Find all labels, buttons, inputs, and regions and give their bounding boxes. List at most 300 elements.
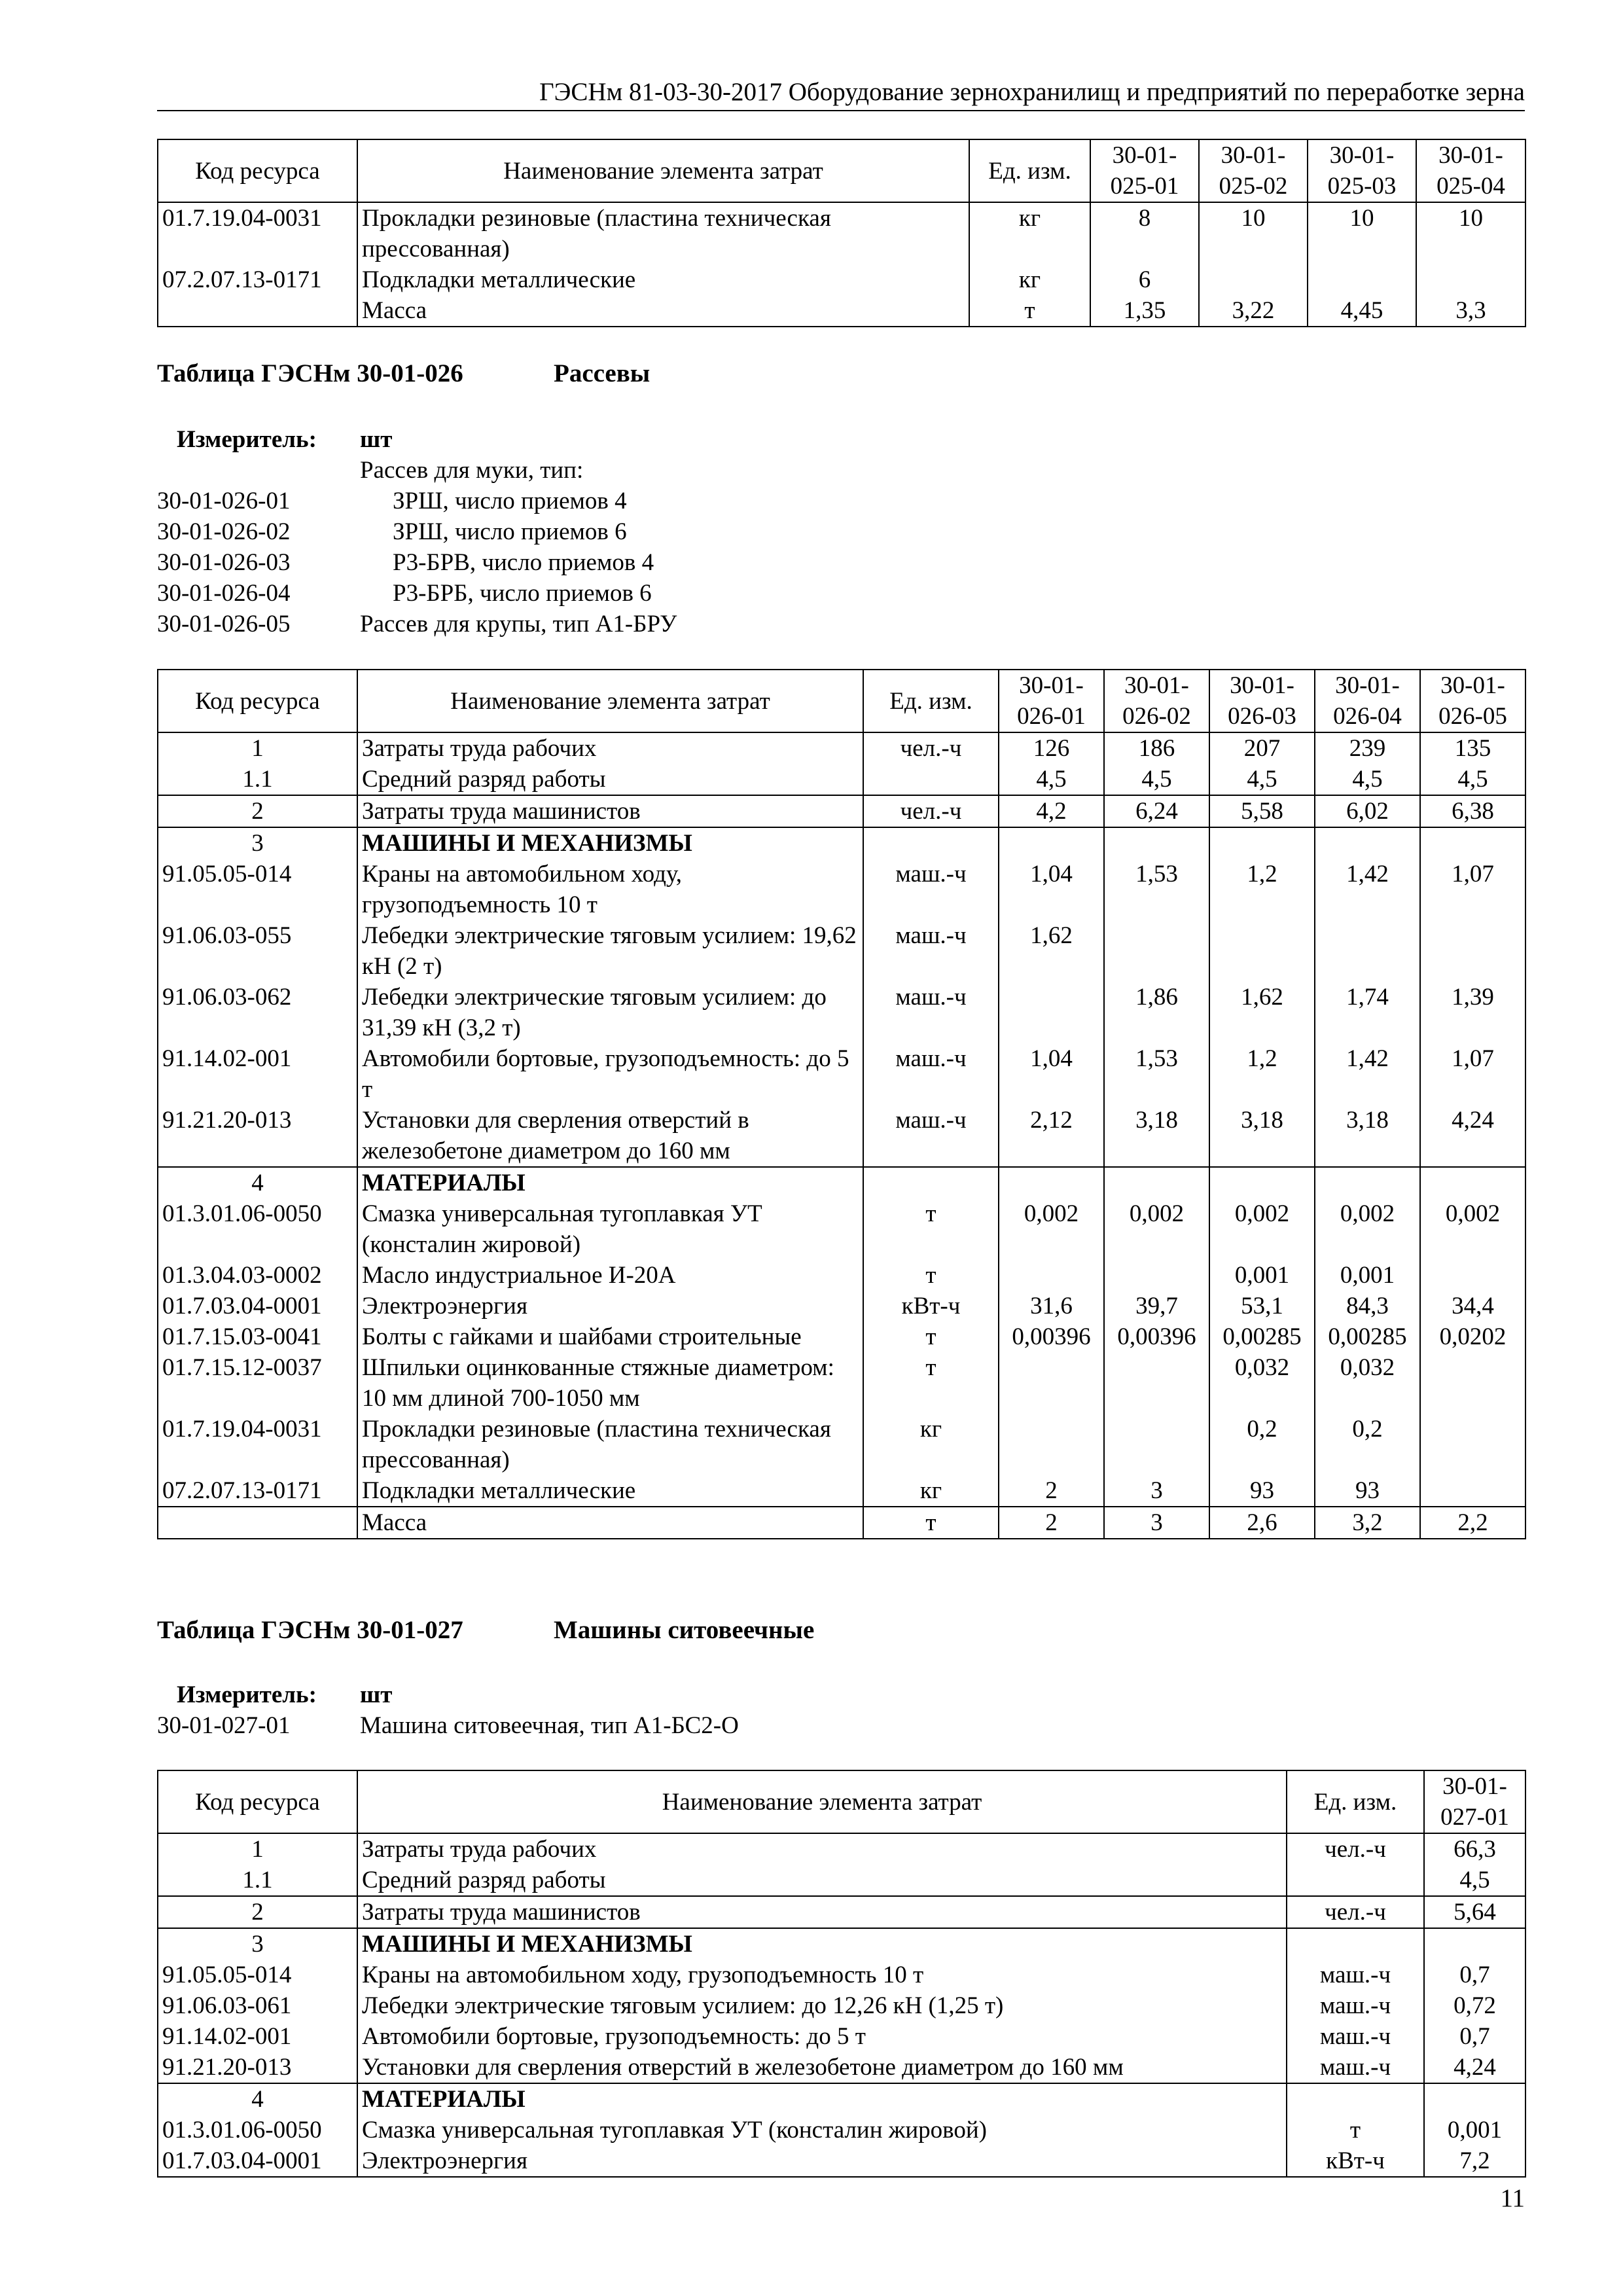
table-row	[158, 764, 1525, 795]
item-code	[157, 455, 360, 486]
value-cell	[1420, 1352, 1525, 1414]
value-cell	[1104, 1414, 1209, 1475]
value-cell	[1424, 1928, 1525, 1960]
cost-element-cell: Лебедки электрические тяговым усилием: до 12,26 кН (1,25 т)	[357, 1990, 1287, 2021]
column-header: 30-01-025-01	[1090, 139, 1199, 202]
column-header: 30-01-026-04	[1315, 670, 1420, 732]
value-cell: 31,6	[999, 1291, 1104, 1321]
value-cell: 4,5	[1420, 764, 1525, 795]
value-cell: 0,0202	[1420, 1321, 1525, 1352]
cost-element-cell: Подкладки металлические	[357, 264, 969, 295]
cost-element-cell: Прокладки резиновые (пластина техническая прессованная)	[357, 1414, 863, 1475]
value-cell: 4,45	[1308, 295, 1416, 327]
value-cell	[1420, 1475, 1525, 1507]
value-cell	[1104, 920, 1209, 982]
resource-code-cell: 01.3.04.03-0002	[158, 1260, 357, 1291]
table-label: Таблица ГЭСНм 30-01-027	[157, 1616, 463, 1644]
cost-element-cell: МАШИНЫ И МЕХАНИЗМЫ	[357, 827, 863, 859]
value-cell: 239	[1315, 732, 1420, 764]
value-cell: 3,3	[1416, 295, 1525, 327]
value-cell: 3,18	[1209, 1105, 1315, 1167]
table-row	[158, 1167, 1525, 1198]
table-label: Таблица ГЭСНм 30-01-026	[157, 359, 463, 387]
item-code: 30-01-026-05	[157, 611, 291, 637]
running-header: ГЭСНм 81-03-30-2017 Оборудование зернохранилищ и предприятий по переработке зерна	[157, 77, 1525, 111]
value-cell: 1,74	[1315, 982, 1420, 1043]
value-cell	[1420, 920, 1525, 982]
value-cell: 1,42	[1315, 1043, 1420, 1105]
item-description: Р3-БРБ, число приемов 6	[393, 580, 652, 607]
item-description: ЗРШ, число приемов 4	[393, 488, 627, 514]
cost-element-cell: Электроэнергия	[357, 1291, 863, 1321]
item-description: Рассев для муки, тип:	[360, 457, 584, 484]
value-cell	[1104, 1352, 1209, 1414]
value-cell: 0,72	[1424, 1990, 1525, 2021]
resource-code-cell: 01.7.03.04-0001	[158, 2145, 357, 2177]
value-cell: 2	[999, 1507, 1104, 1539]
value-cell: 5,64	[1424, 1896, 1525, 1928]
table-header-row	[158, 670, 1525, 732]
resource-code-cell: 4	[158, 1167, 357, 1198]
unit-cell: чел.-ч	[1287, 1896, 1424, 1928]
table-30-01-026	[157, 669, 1526, 1539]
value-cell: 186	[1104, 732, 1209, 764]
value-cell: 84,3	[1315, 1291, 1420, 1321]
unit-cell: кг	[863, 1414, 999, 1475]
value-cell: 0,032	[1209, 1352, 1315, 1414]
item-row	[157, 547, 1525, 578]
table-row	[158, 1896, 1525, 1928]
value-cell: 0,002	[1209, 1198, 1315, 1260]
meter-label: Измеритель:	[177, 1681, 317, 1708]
value-cell	[1199, 264, 1308, 295]
value-cell: 1,2	[1209, 1043, 1315, 1105]
value-cell: 1,07	[1420, 859, 1525, 920]
value-cell: 4,24	[1420, 1105, 1525, 1167]
value-cell: 0,00396	[1104, 1321, 1209, 1352]
cost-element-cell: МАТЕРИАЛЫ	[357, 2083, 1287, 2115]
page-number: 11	[1500, 2184, 1525, 2212]
table-row	[158, 1475, 1525, 1507]
value-cell: 0,032	[1315, 1352, 1420, 1414]
table-header-row	[158, 139, 1525, 202]
value-cell: 2	[999, 1475, 1104, 1507]
value-cell: 66,3	[1424, 1833, 1525, 1865]
table-row	[158, 1507, 1525, 1539]
resource-code-cell: 2	[158, 1896, 357, 1928]
value-cell: 10	[1199, 202, 1308, 264]
cost-element-cell: Установки для сверления отверстий в железобетоне диаметром до 160 мм	[357, 2052, 1287, 2083]
table-caption-027	[157, 1615, 815, 1645]
value-cell: 5,58	[1209, 795, 1315, 827]
value-cell: 1,04	[999, 859, 1104, 920]
item-description: Машина ситовеечная, тип А1-БС2-О	[360, 1712, 739, 1739]
unit-cell: маш.-ч	[1287, 2052, 1424, 2083]
table-title: Машины ситовеечные	[554, 1616, 815, 1644]
cost-element-cell: Средний разряд работы	[357, 1865, 1287, 1896]
table-row	[158, 1865, 1525, 1896]
column-header: 30-01-025-04	[1416, 139, 1525, 202]
value-cell: 0,7	[1424, 1960, 1525, 1990]
value-cell: 6,24	[1104, 795, 1209, 827]
value-cell: 8	[1090, 202, 1199, 264]
value-cell: 1,39	[1420, 982, 1525, 1043]
value-cell	[1104, 1167, 1209, 1198]
cost-element-cell: Автомобили бортовые, грузоподъемность: до 5 т	[357, 2021, 1287, 2052]
table-row	[158, 2083, 1525, 2115]
value-cell	[999, 827, 1104, 859]
table-row	[158, 827, 1525, 859]
unit-cell: чел.-ч	[1287, 1833, 1424, 1865]
cost-element-cell: Краны на автомобильном ходу, грузоподъемность 10 т	[357, 859, 863, 920]
meter-value: шт	[360, 426, 393, 453]
column-header: 30-01-025-03	[1308, 139, 1416, 202]
cost-element-cell: Болты с гайками и шайбами строительные	[357, 1321, 863, 1352]
value-cell: 0,00396	[999, 1321, 1104, 1352]
value-cell: 1,04	[999, 1043, 1104, 1105]
value-cell	[999, 1167, 1104, 1198]
cost-element-cell: Затраты труда рабочих	[357, 1833, 1287, 1865]
table-row	[158, 2052, 1525, 2083]
resource-code-cell: 91.14.02-001	[158, 2021, 357, 2052]
item-description: Рассев для крупы, тип А1-БРУ	[360, 611, 677, 637]
table-row	[158, 1928, 1525, 1960]
unit-cell: маш.-ч	[863, 920, 999, 982]
value-cell: 39,7	[1104, 1291, 1209, 1321]
value-cell: 4,24	[1424, 2052, 1525, 2083]
value-cell	[999, 1414, 1104, 1475]
resource-code-cell: 01.7.19.04-0031	[158, 1414, 357, 1475]
table-row	[158, 859, 1525, 920]
cost-element-cell: Лебедки электрические тяговым усилием: до 31,39 кН (3,2 т)	[357, 982, 863, 1043]
table-30-01-027	[157, 1770, 1526, 2178]
item-code: 30-01-026-01	[157, 488, 291, 514]
column-header: Наименование элемента затрат	[357, 139, 969, 202]
value-cell: 3,2	[1315, 1507, 1420, 1539]
unit-cell: кг	[863, 1475, 999, 1507]
column-header: Наименование элемента затрат	[357, 670, 863, 732]
column-header: Ед. изм.	[969, 139, 1090, 202]
unit-cell: кг	[969, 264, 1090, 295]
value-cell: 4,5	[1315, 764, 1420, 795]
item-row	[157, 516, 1525, 547]
table-header-row	[158, 1770, 1525, 1833]
value-cell: 3,22	[1199, 295, 1308, 327]
item-row	[157, 578, 1525, 609]
resource-code-cell: 1.1	[158, 1865, 357, 1896]
value-cell: 0,2	[1315, 1414, 1420, 1475]
cost-element-cell: Средний разряд работы	[357, 764, 863, 795]
resource-code-cell: 91.05.05-014	[158, 1960, 357, 1990]
resource-code-cell: 4	[158, 2083, 357, 2115]
value-cell: 0,00285	[1209, 1321, 1315, 1352]
value-cell	[1308, 264, 1416, 295]
table-row	[158, 2115, 1525, 2145]
resource-code-cell: 01.7.03.04-0001	[158, 1291, 357, 1321]
unit-cell: т	[863, 1321, 999, 1352]
value-cell: 4,5	[1209, 764, 1315, 795]
unit-cell: т	[863, 1352, 999, 1414]
value-cell: 2,12	[999, 1105, 1104, 1167]
unit-cell	[863, 1167, 999, 1198]
value-cell	[1315, 1167, 1420, 1198]
table-row	[158, 920, 1525, 982]
value-cell	[1315, 827, 1420, 859]
value-cell: 3	[1104, 1507, 1209, 1539]
table-row	[158, 202, 1525, 264]
table-row	[158, 295, 1525, 327]
table-row	[158, 1990, 1525, 2021]
value-cell: 126	[999, 732, 1104, 764]
unit-cell: чел.-ч	[863, 732, 999, 764]
table-row	[158, 1043, 1525, 1105]
cost-element-cell: МАТЕРИАЛЫ	[357, 1167, 863, 1198]
unit-cell: т	[1287, 2115, 1424, 2145]
table-row	[158, 1960, 1525, 1990]
meter-block-026	[157, 424, 1525, 639]
unit-cell	[1287, 1928, 1424, 1960]
column-header: Код ресурса	[158, 670, 357, 732]
table-row	[158, 2145, 1525, 2177]
value-cell: 93	[1315, 1475, 1420, 1507]
column-header: 30-01-026-05	[1420, 670, 1525, 732]
column-header: 30-01-026-01	[999, 670, 1104, 732]
cost-element-cell: Прокладки резиновые (пластина техническая прессованная)	[357, 202, 969, 264]
value-cell	[1420, 827, 1525, 859]
cost-element-cell: Подкладки металлические	[357, 1475, 863, 1507]
table-row	[158, 1833, 1525, 1865]
value-cell: 0,001	[1315, 1260, 1420, 1291]
table-caption-026	[157, 359, 651, 388]
resource-code-cell: 1.1	[158, 764, 357, 795]
value-cell: 10	[1308, 202, 1416, 264]
value-cell: 0,002	[1315, 1198, 1420, 1260]
value-cell: 4,5	[1424, 1865, 1525, 1896]
value-cell: 4,5	[999, 764, 1104, 795]
value-cell	[1315, 920, 1420, 982]
unit-cell	[1287, 1865, 1424, 1896]
unit-cell: маш.-ч	[1287, 1960, 1424, 1990]
table-row	[158, 1260, 1525, 1291]
column-header: 30-01-026-02	[1104, 670, 1209, 732]
unit-cell: маш.-ч	[863, 859, 999, 920]
item-description: Р3-БРВ, число приемов 4	[393, 549, 654, 576]
unit-cell: т	[863, 1260, 999, 1291]
unit-cell: т	[969, 295, 1090, 327]
item-code: 30-01-026-03	[157, 549, 291, 576]
value-cell	[1424, 2083, 1525, 2115]
table-row	[158, 1321, 1525, 1352]
unit-cell	[863, 827, 999, 859]
value-cell: 3	[1104, 1475, 1209, 1507]
resource-code-cell	[158, 295, 357, 327]
unit-cell: маш.-ч	[1287, 2021, 1424, 2052]
unit-cell	[1287, 2083, 1424, 2115]
table-row	[158, 732, 1525, 764]
column-header: 30-01-026-03	[1209, 670, 1315, 732]
table-30-01-025	[157, 139, 1526, 327]
item-description: ЗРШ, число приемов 6	[393, 518, 627, 545]
value-cell: 6,38	[1420, 795, 1525, 827]
unit-cell: кВт-ч	[1287, 2145, 1424, 2177]
value-cell: 3,18	[1315, 1105, 1420, 1167]
value-cell	[999, 982, 1104, 1043]
column-header: Ед. изм.	[1287, 1770, 1424, 1833]
value-cell: 135	[1420, 732, 1525, 764]
value-cell	[999, 1352, 1104, 1414]
value-cell: 1,86	[1104, 982, 1209, 1043]
item-row	[157, 486, 1525, 516]
value-cell: 1,42	[1315, 859, 1420, 920]
meter-block-027	[157, 1679, 1525, 1741]
value-cell	[1209, 1167, 1315, 1198]
cost-element-cell: Установки для сверления отверстий в железобетоне диаметром до 160 мм	[357, 1105, 863, 1167]
value-cell: 93	[1209, 1475, 1315, 1507]
value-cell: 0,7	[1424, 2021, 1525, 2052]
value-cell	[999, 1260, 1104, 1291]
unit-cell: маш.-ч	[1287, 1990, 1424, 2021]
value-cell	[1420, 1167, 1525, 1198]
item-code: 30-01-027-01	[157, 1712, 291, 1739]
value-cell	[1420, 1260, 1525, 1291]
value-cell: 10	[1416, 202, 1525, 264]
resource-code-cell: 3	[158, 827, 357, 859]
cost-element-cell: Затраты труда машинистов	[357, 1896, 1287, 1928]
cost-element-cell: Затраты труда машинистов	[357, 795, 863, 827]
resource-code-cell: 91.06.03-061	[158, 1990, 357, 2021]
table-row	[158, 1352, 1525, 1414]
cost-element-cell: Масса	[357, 295, 969, 327]
resource-code-cell: 91.06.03-062	[158, 982, 357, 1043]
cost-element-cell: МАШИНЫ И МЕХАНИЗМЫ	[357, 1928, 1287, 1960]
column-header: Код ресурса	[158, 1770, 357, 1833]
value-cell: 1,07	[1420, 1043, 1525, 1105]
resource-code-cell: 01.3.01.06-0050	[158, 1198, 357, 1260]
item-row	[157, 455, 1525, 486]
table-title: Рассевы	[554, 359, 651, 387]
unit-cell: маш.-ч	[863, 1043, 999, 1105]
item-code: 30-01-026-04	[157, 580, 291, 607]
value-cell: 2,6	[1209, 1507, 1315, 1539]
value-cell: 1,53	[1104, 1043, 1209, 1105]
value-cell: 6,02	[1315, 795, 1420, 827]
resource-code-cell: 2	[158, 795, 357, 827]
resource-code-cell: 91.06.03-055	[158, 920, 357, 982]
resource-code-cell: 1	[158, 1833, 357, 1865]
unit-cell: маш.-ч	[863, 982, 999, 1043]
table-row	[158, 1414, 1525, 1475]
value-cell	[1416, 264, 1525, 295]
resource-code-cell: 3	[158, 1928, 357, 1960]
item-row	[157, 1710, 1525, 1741]
unit-cell: кВт-ч	[863, 1291, 999, 1321]
value-cell	[1104, 1260, 1209, 1291]
value-cell: 1,35	[1090, 295, 1199, 327]
value-cell: 1,62	[999, 920, 1104, 982]
resource-code-cell: 01.7.19.04-0031	[158, 202, 357, 264]
cost-element-cell: Затраты труда рабочих	[357, 732, 863, 764]
cost-element-cell: Автомобили бортовые, грузоподъемность: до 5 т	[357, 1043, 863, 1105]
table-row	[158, 1198, 1525, 1260]
column-header: Наименование элемента затрат	[357, 1770, 1287, 1833]
unit-cell	[863, 764, 999, 795]
value-cell: 0,001	[1209, 1260, 1315, 1291]
value-cell: 1,2	[1209, 859, 1315, 920]
value-cell: 0,001	[1424, 2115, 1525, 2145]
column-header: 30-01-027-01	[1424, 1770, 1525, 1833]
value-cell	[1209, 827, 1315, 859]
resource-code-cell: 07.2.07.13-0171	[158, 1475, 357, 1507]
value-cell: 1,62	[1209, 982, 1315, 1043]
unit-cell: т	[863, 1198, 999, 1260]
column-header: Код ресурса	[158, 139, 357, 202]
column-header: Ед. изм.	[863, 670, 999, 732]
item-row	[157, 609, 1525, 639]
cost-element-cell: Краны на автомобильном ходу, грузоподъемность 10 т	[357, 1960, 1287, 1990]
meter-label: Измеритель:	[177, 426, 317, 453]
cost-element-cell: Шпильки оцинкованные стяжные диаметром: 10 мм длиной 700-1050 мм	[357, 1352, 863, 1414]
meter-value: шт	[360, 1681, 393, 1708]
value-cell: 0,002	[1104, 1198, 1209, 1260]
resource-code-cell: 01.3.01.06-0050	[158, 2115, 357, 2145]
value-cell: 1,53	[1104, 859, 1209, 920]
unit-cell: т	[863, 1507, 999, 1539]
resource-code-cell: 91.21.20-013	[158, 2052, 357, 2083]
table-row	[158, 982, 1525, 1043]
value-cell: 4,2	[999, 795, 1104, 827]
table-row	[158, 795, 1525, 827]
value-cell	[1104, 827, 1209, 859]
resource-code-cell: 91.21.20-013	[158, 1105, 357, 1167]
unit-cell: кг	[969, 202, 1090, 264]
cost-element-cell: Лебедки электрические тяговым усилием: 19,62 кН (2 т)	[357, 920, 863, 982]
value-cell: 0,002	[999, 1198, 1104, 1260]
value-cell: 7,2	[1424, 2145, 1525, 2177]
unit-cell: чел.-ч	[863, 795, 999, 827]
value-cell: 2,2	[1420, 1507, 1525, 1539]
cost-element-cell: Смазка универсальная тугоплавкая УТ (консталин жировой)	[357, 2115, 1287, 2145]
value-cell: 4,5	[1104, 764, 1209, 795]
value-cell: 6	[1090, 264, 1199, 295]
value-cell: 0,002	[1420, 1198, 1525, 1260]
table-row	[158, 1105, 1525, 1167]
table-row	[158, 1291, 1525, 1321]
value-cell: 207	[1209, 732, 1315, 764]
resource-code-cell: 1	[158, 732, 357, 764]
table-row	[158, 2021, 1525, 2052]
value-cell: 0,2	[1209, 1414, 1315, 1475]
unit-cell: маш.-ч	[863, 1105, 999, 1167]
value-cell: 0,00285	[1315, 1321, 1420, 1352]
resource-code-cell: 01.7.15.12-0037	[158, 1352, 357, 1414]
resource-code-cell	[158, 1507, 357, 1539]
value-cell: 3,18	[1104, 1105, 1209, 1167]
resource-code-cell: 91.05.05-014	[158, 859, 357, 920]
cost-element-cell: Масса	[357, 1507, 863, 1539]
cost-element-cell: Масло индустриальное И-20А	[357, 1260, 863, 1291]
resource-code-cell: 91.14.02-001	[158, 1043, 357, 1105]
cost-element-cell: Смазка универсальная тугоплавкая УТ (консталин жировой)	[357, 1198, 863, 1260]
cost-element-cell: Электроэнергия	[357, 2145, 1287, 2177]
value-cell: 53,1	[1209, 1291, 1315, 1321]
column-header: 30-01-025-02	[1199, 139, 1308, 202]
resource-code-cell: 07.2.07.13-0171	[158, 264, 357, 295]
value-cell	[1209, 920, 1315, 982]
value-cell: 34,4	[1420, 1291, 1525, 1321]
item-code: 30-01-026-02	[157, 518, 291, 545]
table-row	[158, 264, 1525, 295]
resource-code-cell: 01.7.15.03-0041	[158, 1321, 357, 1352]
